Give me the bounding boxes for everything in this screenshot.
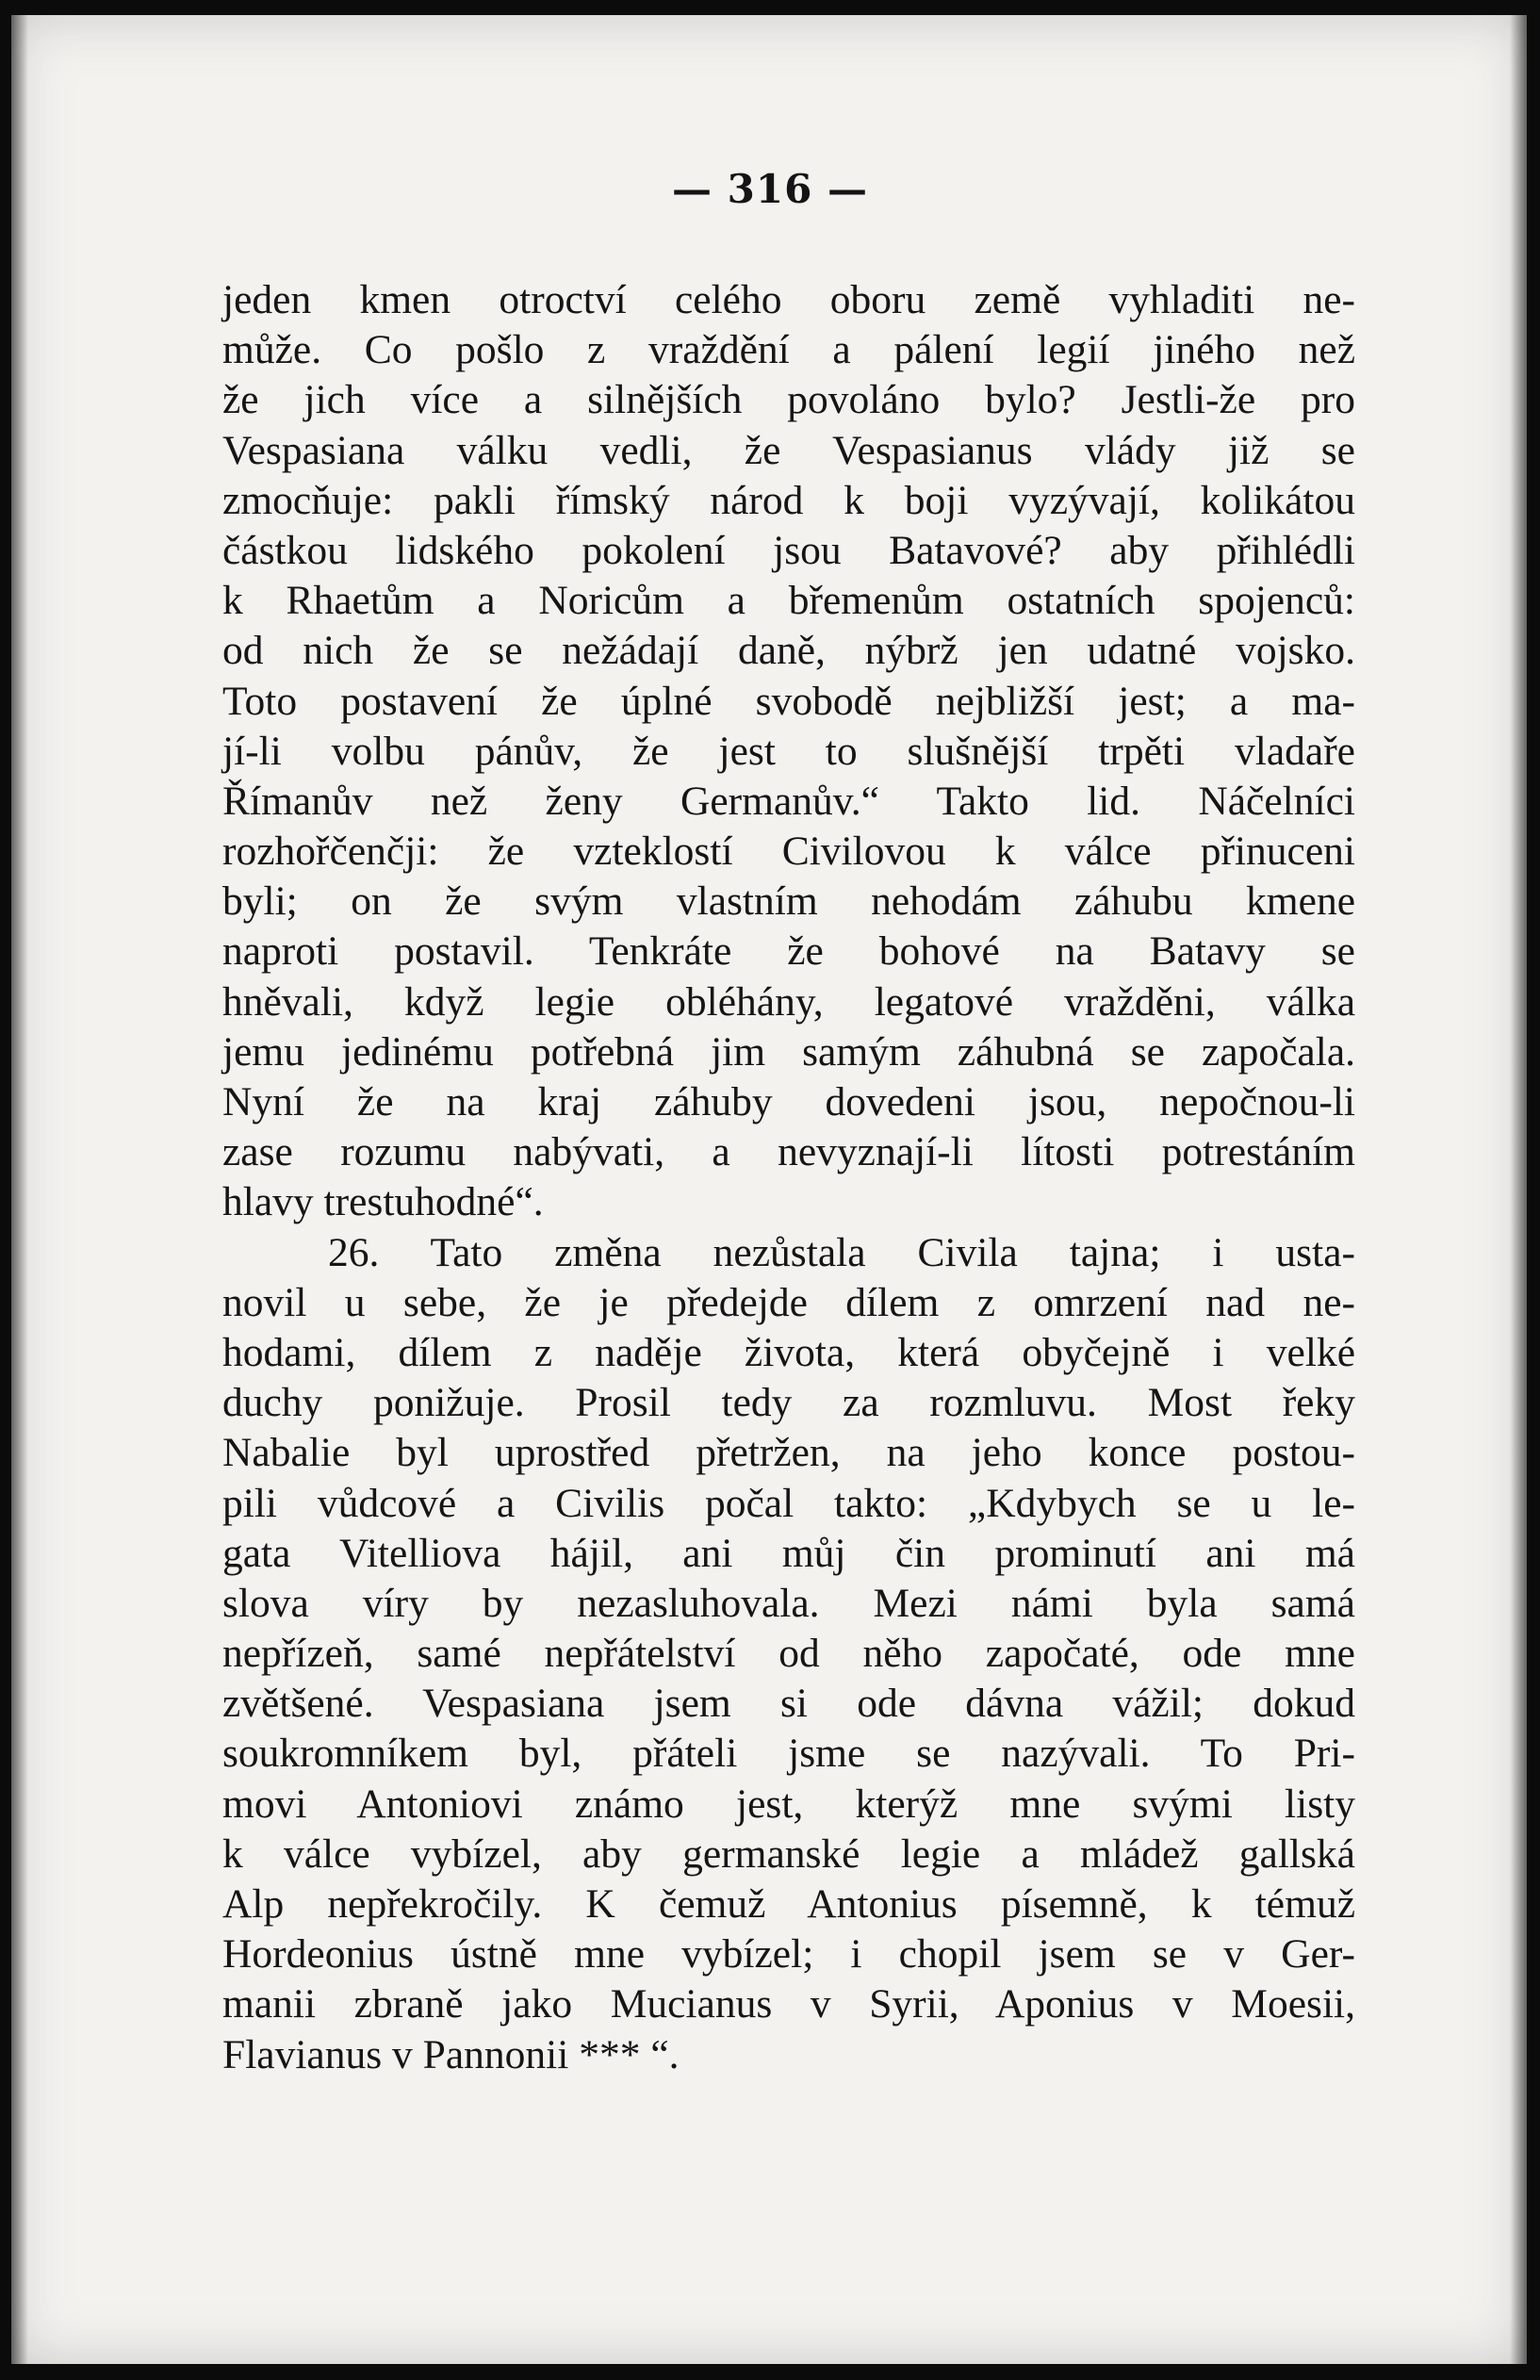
body-text (222, 275, 1355, 2080)
text-line: Alp nepřekročily. K čemuž Antonius písemně, k témuž (222, 1881, 1355, 1927)
text-line: k Rhaetům a Noricům a břemenům ostatních spojenců: (222, 578, 1355, 624)
text-line: manii zbraně jako Mucianus v Syrii, Aponius v Moesii, (222, 1981, 1355, 2027)
text-line: zmocňuje: pakli římský národ k boji vyzývají, kolikátou (222, 477, 1355, 523)
text-line: hodami, dílem z naděje života, která obyčejně i velké (222, 1329, 1355, 1375)
text-line: soukromníkem byl, přáteli jsme se nazývali. To Pri- (222, 1731, 1355, 1777)
text-line: Flavianus v Pannonii *** “. (222, 2031, 680, 2077)
text-line: hlavy trestuhodné“. (222, 1179, 544, 1225)
paragraph-start-line: 26. Tato změna nezůstala Civila tajna; i usta- (328, 1229, 1355, 1275)
text-line: zase rozumu nabývati, a nevyznají-li lítosti potrestáním (222, 1129, 1355, 1175)
text-line: hněvali, když legie obléhány, legatové vražděni, válka (222, 978, 1355, 1025)
text-line: gata Vitelliova hájil, ani můj čin prominutí ani má (222, 1530, 1355, 1576)
page-right-edge-shadow (1510, 15, 1527, 2364)
text-line: slova víry by nezasluhovala. Mezi námi byla samá (222, 1580, 1355, 1626)
text-line: duchy ponižuje. Prosil tedy za rozmluvu. Most řeky (222, 1380, 1355, 1426)
text-line: movi Antoniovi známo jest, kterýž mne svými listy (222, 1781, 1355, 1827)
page-left-edge-shadow (11, 15, 28, 2364)
text-line: částkou lidského pokolení jsou Batavové? aby přihlédli (222, 527, 1355, 573)
text-line: Hordeonius ústně mne vybízel; i chopil jsem se v Ger- (222, 1931, 1355, 1978)
text-line: může. Co pošlo z vraždění a pálení legií jiného než (222, 327, 1355, 373)
text-line: k válce vybízel, aby germanské legie a mládež gallská (222, 1830, 1355, 1877)
text-line: jemu jedinému potřebná jim samým záhubná se započala. (222, 1028, 1355, 1075)
text-line: novil u sebe, že je předejde dílem z omrzení nad ne- (222, 1279, 1355, 1325)
text-line: nepřízeň, samé nepřátelství od něho započaté, ode mne (222, 1631, 1355, 1677)
text-line: naproti postavil. Tenkráte že bohové na Batavy se (222, 928, 1355, 975)
text-line: zvětšené. Vespasiana jsem si ode dávna vážil; dokud (222, 1681, 1355, 1727)
text-line: Toto postavení že úplné svobodě nejbližší jest; a ma- (222, 678, 1355, 724)
text-line: od nich že se nežádají daně, nýbrž jen udatné vojsko. (222, 628, 1355, 674)
text-line: jeden kmen otroctví celého oboru země vyhladiti ne- (222, 277, 1355, 322)
text-line: Nabalie byl uprostřed přetržen, na jeho konce postou- (222, 1430, 1355, 1476)
page-number: — 316 — (672, 166, 868, 212)
text-line: Vespasiana válku vedli, že Vespasianus vlády již se (222, 427, 1355, 473)
text-line: Nyní že na kraj záhuby dovedeni jsou, nepočnou-li (222, 1079, 1355, 1124)
text-line: byli; on že svým vlastním nehodám záhubu kmene (222, 878, 1355, 925)
text-line: že jich více a silnějších povoláno bylo? Jestli-že pro (222, 377, 1355, 423)
text-line: rozhořčenčji: že vzteklostí Civilovou k válce přinuceni (222, 829, 1355, 875)
text-line: pili vůdcové a Civilis počal takto: „Kdybych se u le- (222, 1480, 1355, 1526)
text-line: Římanův než ženy Germanův.“ Takto lid. Náčelníci (222, 778, 1355, 824)
text-line: jí-li volbu pánův, že jest to slušnější trpěti vladaře (222, 728, 1355, 774)
